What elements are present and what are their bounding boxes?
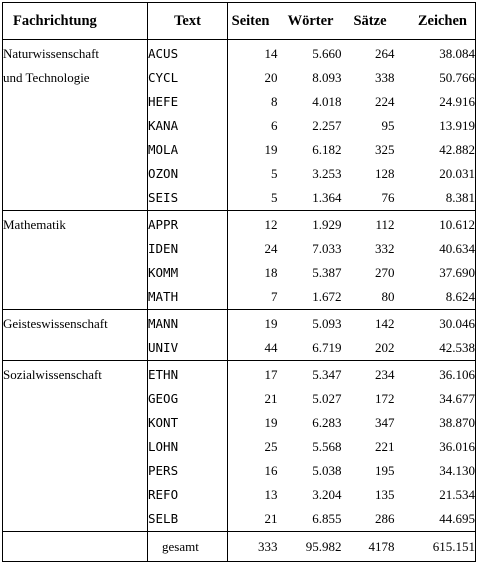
sentences-cell: 325 xyxy=(375,142,395,157)
pages-cell: 19 xyxy=(264,142,278,157)
sentences-cell: 224 xyxy=(375,94,395,109)
sentences-cell: 202 xyxy=(375,340,395,355)
text-id: ACUS xyxy=(148,40,228,67)
header-words: Wörter xyxy=(287,12,334,29)
text-id: APPR xyxy=(148,211,228,238)
chars-cell: 34.130 xyxy=(395,459,476,483)
chars-cell: 44.695 xyxy=(395,507,476,532)
words-cell: 5.568 xyxy=(312,439,342,454)
text-id: LOHN xyxy=(148,435,228,459)
field-name-line: Naturwissenschaft xyxy=(3,46,100,61)
chars-cell: 20.031 xyxy=(395,162,476,186)
words-cell: 5.038 xyxy=(312,463,342,478)
sentences-cell: 234 xyxy=(375,367,395,382)
field-group xyxy=(3,40,476,211)
words-cell: 3.253 xyxy=(312,166,342,181)
text-id: ETHN xyxy=(148,361,228,388)
text-id: REFO xyxy=(148,483,228,507)
chars-cell: 37.690 xyxy=(395,261,476,285)
words-cell: 5.093 xyxy=(312,316,342,331)
words-cell: 3.204 xyxy=(312,487,342,502)
words-cell: 1.364 xyxy=(312,190,342,205)
field-name-line: Geisteswissenschaft xyxy=(3,316,108,331)
text-id: CYCL xyxy=(148,66,228,90)
pages-cell: 5 xyxy=(271,166,278,181)
total-sentences: 4178 xyxy=(342,532,395,562)
words-cell: 6.855 xyxy=(312,511,342,526)
words-cell: 1.929 xyxy=(312,217,342,232)
text-id: GEOG xyxy=(148,387,228,411)
words-cell: 5.387 xyxy=(312,265,342,280)
chars-cell: 13.919 xyxy=(395,114,476,138)
header-sentences: Sätze xyxy=(353,12,387,29)
chars-cell: 36.016 xyxy=(395,435,476,459)
header-pages: Seiten xyxy=(231,12,270,29)
field-group xyxy=(3,361,476,532)
chars-cell: 30.046 xyxy=(395,310,476,337)
pages-cell: 21 xyxy=(264,511,278,526)
chars-cell: 50.766 xyxy=(395,66,476,90)
words-cell: 5.347 xyxy=(312,367,342,382)
sentences-cell: 221 xyxy=(375,439,395,454)
pages-cell: 21 xyxy=(264,391,278,406)
chars-cell: 8.624 xyxy=(395,285,476,310)
field-name-cell xyxy=(3,310,148,361)
field-group xyxy=(3,310,476,361)
chars-cell: 40.634 xyxy=(395,237,476,261)
pages-cell: 17 xyxy=(264,367,278,382)
words-cell: 8.093 xyxy=(312,70,342,85)
text-id: OZON xyxy=(148,162,228,186)
pages-cell: 14 xyxy=(264,46,278,61)
chars-cell: 24.916 xyxy=(395,90,476,114)
sentences-cell: 347 xyxy=(375,415,395,430)
pages-cell: 24 xyxy=(264,241,278,256)
table-row xyxy=(3,211,476,238)
pages-cell: 16 xyxy=(264,463,278,478)
text-id: PERS xyxy=(148,459,228,483)
words-cell: 6.182 xyxy=(312,142,342,157)
total-label: gesamt xyxy=(148,532,228,562)
pages-cell: 20 xyxy=(264,70,278,85)
text-id: UNIV xyxy=(148,336,228,361)
pages-cell: 13 xyxy=(264,487,278,502)
chars-cell: 21.534 xyxy=(395,483,476,507)
pages-cell: 19 xyxy=(264,316,278,331)
text-id: MOLA xyxy=(148,138,228,162)
total-pages: 333 xyxy=(228,532,278,562)
chars-cell: 34.677 xyxy=(395,387,476,411)
field-name-line: und Technologie xyxy=(3,70,90,85)
text-id: HEFE xyxy=(148,90,228,114)
pages-cell: 12 xyxy=(264,217,278,232)
sentences-cell: 80 xyxy=(381,289,395,304)
chars-cell: 42.538 xyxy=(395,336,476,361)
sentences-cell: 128 xyxy=(375,166,395,181)
text-id: MANN xyxy=(148,310,228,337)
text-id: IDEN xyxy=(148,237,228,261)
sentences-cell: 332 xyxy=(375,241,395,256)
pages-cell: 44 xyxy=(264,340,278,355)
header-field: Fachrichtung xyxy=(3,3,148,40)
text-id: KONT xyxy=(148,411,228,435)
field-name-line: Sozialwissenschaft xyxy=(3,367,102,382)
chars-cell: 38.084 xyxy=(395,40,476,67)
words-cell: 4.018 xyxy=(312,94,342,109)
total-row xyxy=(3,532,476,562)
field-name-line: Mathematik xyxy=(3,217,66,232)
pages-cell: 6 xyxy=(271,118,278,133)
pages-cell: 8 xyxy=(271,94,278,109)
total-chars: 615.151 xyxy=(395,532,476,562)
chars-cell: 8.381 xyxy=(395,186,476,211)
sentences-cell: 286 xyxy=(375,511,395,526)
table-row xyxy=(3,310,476,337)
sentences-cell: 270 xyxy=(375,265,395,280)
sentences-cell: 172 xyxy=(375,391,395,406)
sentences-cell: 112 xyxy=(375,217,395,232)
sentences-cell: 338 xyxy=(375,70,395,85)
header-chars: Zeichen xyxy=(395,3,476,40)
pages-cell: 18 xyxy=(264,265,278,280)
words-cell: 6.719 xyxy=(312,340,342,355)
sentences-cell: 264 xyxy=(375,46,395,61)
text-id: SELB xyxy=(148,507,228,532)
corpus-statistics-table xyxy=(2,2,476,562)
chars-cell: 36.106 xyxy=(395,361,476,388)
total-words: 95.982 xyxy=(278,532,342,562)
sentences-cell: 76 xyxy=(381,190,395,205)
field-name-cell xyxy=(3,211,148,310)
text-id: KANA xyxy=(148,114,228,138)
sentences-cell: 95 xyxy=(381,118,395,133)
chars-cell: 38.870 xyxy=(395,411,476,435)
field-name-cell xyxy=(3,40,148,211)
pages-cell: 5 xyxy=(271,190,278,205)
sentences-cell: 142 xyxy=(375,316,395,331)
table-row xyxy=(3,361,476,388)
table-row xyxy=(3,40,476,67)
sentences-cell: 135 xyxy=(375,487,395,502)
words-cell: 2.257 xyxy=(312,118,342,133)
header-text: Text xyxy=(148,3,228,40)
field-group xyxy=(3,211,476,310)
words-cell: 1.672 xyxy=(312,289,342,304)
text-id: SEIS xyxy=(148,186,228,211)
words-cell: 5.027 xyxy=(312,391,342,406)
pages-cell: 19 xyxy=(264,415,278,430)
text-id: MATH xyxy=(148,285,228,310)
field-name-cell xyxy=(3,361,148,532)
total-field-cell xyxy=(3,532,148,562)
chars-cell: 42.882 xyxy=(395,138,476,162)
words-cell: 6.283 xyxy=(312,415,342,430)
pages-cell: 25 xyxy=(264,439,278,454)
pages-cell: 7 xyxy=(271,289,278,304)
header-row xyxy=(3,3,476,40)
chars-cell: 10.612 xyxy=(395,211,476,238)
sentences-cell: 195 xyxy=(375,463,395,478)
text-id: KOMM xyxy=(148,261,228,285)
words-cell: 5.660 xyxy=(312,46,342,61)
words-cell: 7.033 xyxy=(312,241,342,256)
